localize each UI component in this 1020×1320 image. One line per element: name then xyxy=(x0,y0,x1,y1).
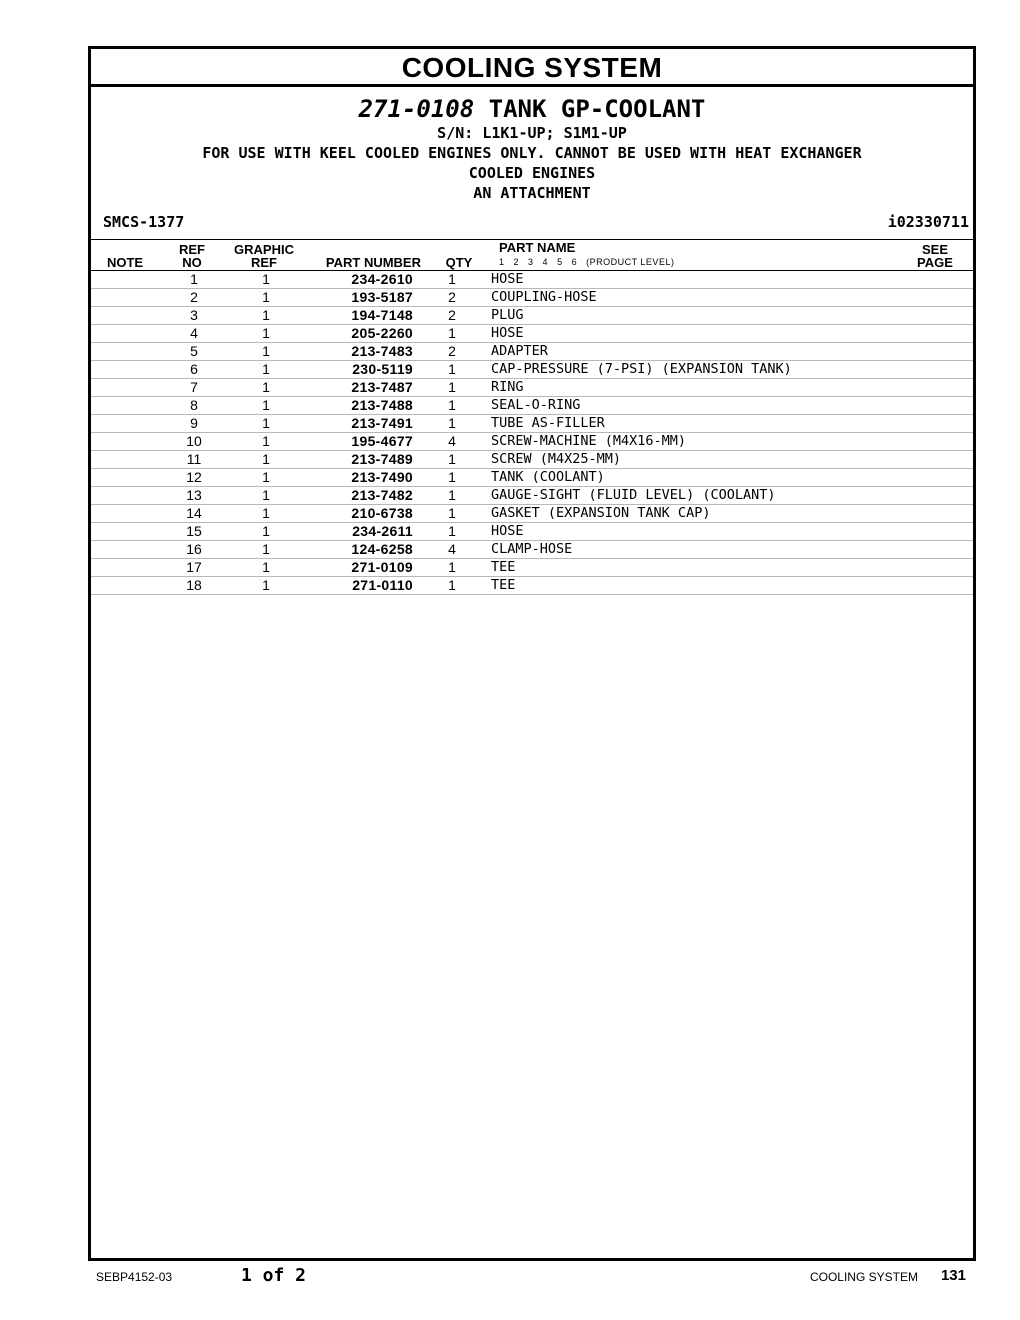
part-number-link[interactable]: 194-7148 xyxy=(305,307,413,325)
level-1: 1 xyxy=(499,257,505,267)
part-name: COUPLING-HOSE xyxy=(491,289,973,307)
smcs-row xyxy=(91,209,973,233)
header-graphic-top: GRAPHIC xyxy=(234,242,294,257)
graphic-ref: 1 xyxy=(215,307,305,325)
part-name: CLAMP-HOSE xyxy=(491,541,973,559)
quantity: 1 xyxy=(413,361,491,379)
ref-number: 10 xyxy=(173,433,215,451)
note-cell xyxy=(91,343,173,361)
table-row xyxy=(91,433,973,451)
part-name: HOSE xyxy=(491,523,973,541)
note-cell xyxy=(91,325,173,343)
table-row xyxy=(91,325,973,343)
graphic-ref: 1 xyxy=(215,577,305,595)
group-part-number[interactable]: 271-0108 xyxy=(358,95,475,123)
quantity: 4 xyxy=(413,433,491,451)
table-row xyxy=(91,361,973,379)
note-cell xyxy=(91,433,173,451)
ref-number: 5 xyxy=(173,343,215,361)
serial-range: S/N: L1K1-UP; S1M1-UP xyxy=(437,124,627,142)
part-name: CAP-PRESSURE (7-PSI) (EXPANSION TANK) xyxy=(491,361,973,379)
footer-section: COOLING SYSTEM xyxy=(809,1270,918,1284)
quantity: 1 xyxy=(413,451,491,469)
quantity: 1 xyxy=(413,505,491,523)
ref-number: 11 xyxy=(173,451,215,469)
table-row xyxy=(91,415,973,433)
header-see-top: SEE xyxy=(921,242,948,257)
page-of-indicator: 1 of 2 xyxy=(241,1265,307,1286)
level-3: 3 xyxy=(528,257,534,267)
part-name: PLUG xyxy=(491,307,973,325)
part-name: SCREW (M4X25-MM) xyxy=(491,451,973,469)
header-ref-bottom: NO xyxy=(182,255,202,270)
level-2: 2 xyxy=(513,257,520,267)
header-product-levels xyxy=(499,257,674,267)
quantity: 2 xyxy=(413,289,491,307)
part-number-link[interactable]: 230-5119 xyxy=(305,361,413,379)
document-id: SEBP4152-03 xyxy=(96,1270,173,1284)
group-note-3: AN ATTACHMENT xyxy=(473,184,591,202)
part-name: HOSE xyxy=(491,271,973,289)
note-cell xyxy=(91,271,173,289)
part-number-link[interactable]: 213-7483 xyxy=(305,343,413,361)
note-cell xyxy=(91,415,173,433)
note-cell xyxy=(91,523,173,541)
quantity: 4 xyxy=(413,541,491,559)
table-row xyxy=(91,397,973,415)
part-name: RING xyxy=(491,379,973,397)
part-number-link[interactable]: 271-0110 xyxy=(305,577,413,595)
page-footer xyxy=(0,1265,1020,1289)
page-number: 131 xyxy=(940,1267,966,1284)
note-cell xyxy=(91,577,173,595)
part-number-link[interactable]: 210-6738 xyxy=(305,505,413,523)
table-row xyxy=(91,469,973,487)
part-number-link[interactable]: 213-7487 xyxy=(305,379,413,397)
note-cell xyxy=(91,505,173,523)
level-4: 4 xyxy=(542,257,549,267)
graphic-ref: 1 xyxy=(215,559,305,577)
ref-number: 14 xyxy=(173,505,215,523)
graphic-ref: 1 xyxy=(215,523,305,541)
ref-number: 6 xyxy=(173,361,215,379)
part-name: GAUGE-SIGHT (FLUID LEVEL) (COOLANT) xyxy=(491,487,973,505)
quantity: 1 xyxy=(413,487,491,505)
part-name: ADAPTER xyxy=(491,343,973,361)
quantity: 1 xyxy=(413,415,491,433)
section-title: COOLING SYSTEM xyxy=(91,49,973,87)
ref-number: 2 xyxy=(173,289,215,307)
ref-number: 1 xyxy=(173,271,215,289)
header-part-number: PART NUMBER xyxy=(325,255,421,270)
group-note-1: FOR USE WITH KEEL COOLED ENGINES ONLY. CANNOT BE USED WITH HEAT EXCHANGER xyxy=(202,144,862,162)
table-row xyxy=(91,505,973,523)
quantity: 1 xyxy=(413,397,491,415)
part-name: TEE xyxy=(491,559,973,577)
part-number-link[interactable]: 195-4677 xyxy=(305,433,413,451)
note-cell xyxy=(91,559,173,577)
note-cell xyxy=(91,541,173,559)
graphic-ref: 1 xyxy=(215,361,305,379)
quantity: 1 xyxy=(413,379,491,397)
header-part-name: PART NAME xyxy=(499,240,576,255)
part-name: SCREW-MACHINE (M4X16-MM) xyxy=(491,433,973,451)
graphic-ref: 1 xyxy=(215,451,305,469)
ref-number: 13 xyxy=(173,487,215,505)
product-level-label: (PRODUCT LEVEL) xyxy=(586,257,675,267)
smcs-code: SMCS-1377 xyxy=(103,213,185,231)
table-row xyxy=(91,307,973,325)
note-cell xyxy=(91,307,173,325)
quantity: 2 xyxy=(413,307,491,325)
illustration-id: i02330711 xyxy=(887,213,969,231)
quantity: 1 xyxy=(413,469,491,487)
table-row xyxy=(91,559,973,577)
table-row xyxy=(91,289,973,307)
ref-number: 3 xyxy=(173,307,215,325)
graphic-ref: 1 xyxy=(215,469,305,487)
table-row xyxy=(91,451,973,469)
part-name: SEAL-O-RING xyxy=(491,397,973,415)
ref-number: 12 xyxy=(173,469,215,487)
header-graphic-bottom: REF xyxy=(251,255,277,270)
ref-number: 8 xyxy=(173,397,215,415)
graphic-ref: 1 xyxy=(215,487,305,505)
quantity: 1 xyxy=(413,523,491,541)
ref-number: 15 xyxy=(173,523,215,541)
ref-number: 17 xyxy=(173,559,215,577)
part-number-link[interactable]: 271-0109 xyxy=(305,559,413,577)
part-name: TEE xyxy=(491,577,973,595)
parts-table xyxy=(91,271,973,595)
graphic-ref: 1 xyxy=(215,415,305,433)
level-6: 6 xyxy=(571,257,578,267)
part-number-link[interactable]: 213-7491 xyxy=(305,415,413,433)
part-number-link[interactable]: 205-2260 xyxy=(305,325,413,343)
header-note: NOTE xyxy=(106,255,144,270)
note-cell xyxy=(91,361,173,379)
ref-number: 9 xyxy=(173,415,215,433)
part-number-link[interactable]: 213-7489 xyxy=(305,451,413,469)
part-number-link[interactable]: 193-5187 xyxy=(305,289,413,307)
group-note-2: COOLED ENGINES xyxy=(468,164,596,182)
parts-table-body xyxy=(91,271,973,595)
part-number-link[interactable]: 213-7482 xyxy=(305,487,413,505)
quantity: 2 xyxy=(413,343,491,361)
part-number-link[interactable]: 234-2610 xyxy=(305,271,413,289)
table-header xyxy=(91,239,973,271)
part-name: TUBE AS-FILLER xyxy=(491,415,973,433)
graphic-ref: 1 xyxy=(215,379,305,397)
header-qty: QTY xyxy=(445,255,473,270)
table-row xyxy=(91,343,973,361)
level-5: 5 xyxy=(557,257,563,267)
graphic-ref: 1 xyxy=(215,433,305,451)
graphic-ref: 1 xyxy=(215,343,305,361)
group-title xyxy=(91,95,973,123)
table-row xyxy=(91,379,973,397)
ref-number: 18 xyxy=(173,577,215,595)
note-cell xyxy=(91,397,173,415)
note-cell xyxy=(91,469,173,487)
table-row xyxy=(91,541,973,559)
part-name: HOSE xyxy=(491,325,973,343)
part-number-link[interactable]: 234-2611 xyxy=(305,523,413,541)
part-number-link[interactable]: 213-7488 xyxy=(305,397,413,415)
quantity: 1 xyxy=(413,271,491,289)
part-name: GASKET (EXPANSION TANK CAP) xyxy=(491,505,973,523)
note-cell xyxy=(91,451,173,469)
ref-number: 7 xyxy=(173,379,215,397)
part-number-link[interactable]: 124-6258 xyxy=(305,541,413,559)
table-row xyxy=(91,487,973,505)
group-name: TANK GP-COOLANT xyxy=(488,95,706,123)
part-number-link[interactable]: 213-7490 xyxy=(305,469,413,487)
note-cell xyxy=(91,487,173,505)
header-see-bottom: PAGE xyxy=(917,255,953,270)
table-row xyxy=(91,523,973,541)
table-row xyxy=(91,577,973,595)
ref-number: 16 xyxy=(173,541,215,559)
graphic-ref: 1 xyxy=(215,271,305,289)
graphic-ref: 1 xyxy=(215,325,305,343)
table-row xyxy=(91,271,973,289)
graphic-ref: 1 xyxy=(215,541,305,559)
graphic-ref: 1 xyxy=(215,505,305,523)
graphic-ref: 1 xyxy=(215,397,305,415)
graphic-ref: 1 xyxy=(215,289,305,307)
part-name: TANK (COOLANT) xyxy=(491,469,973,487)
header-ref-top: REF xyxy=(179,242,205,257)
parts-page-frame xyxy=(88,46,976,1261)
ref-number: 4 xyxy=(173,325,215,343)
note-cell xyxy=(91,289,173,307)
quantity: 1 xyxy=(413,559,491,577)
note-cell xyxy=(91,379,173,397)
quantity: 1 xyxy=(413,325,491,343)
quantity: 1 xyxy=(413,577,491,595)
